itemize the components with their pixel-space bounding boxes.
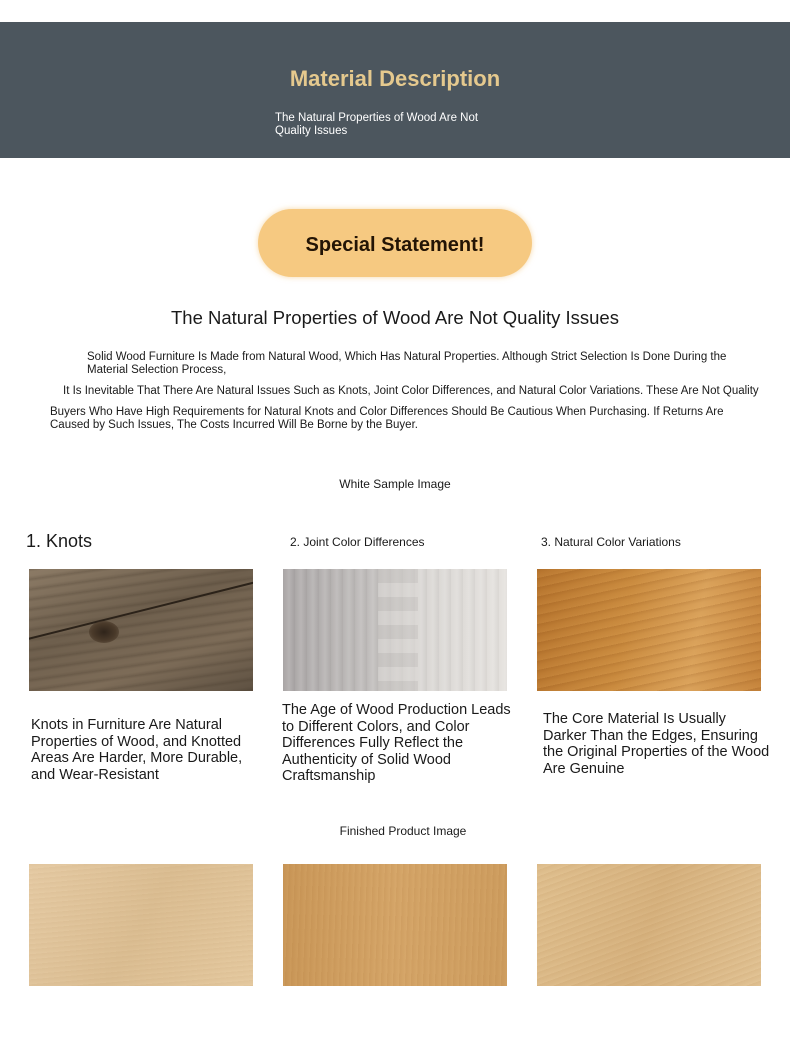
- section-headline: The Natural Properties of Wood Are Not Quality Issues: [171, 307, 619, 328]
- color-variation-caption: The Core Material Is Usually Darker Than the Edges, Ensuring the Original Properties of the Wood Are Genuine: [543, 711, 770, 777]
- finished-product-image-2: [283, 864, 507, 986]
- paragraph-3: Buyers Who Have High Requirements for Natural Knots and Color Differences Should Be Cautious When Purchasing. If Returns Are Caused by Such Issues, The Costs Incurred Will Be Borne by the Buyer.: [50, 406, 724, 431]
- paragraph-1: Solid Wood Furniture Is Made from Natural Wood, Which Has Natural Properties. Although Strict Selection Is Done During the Material Selection Process,: [87, 351, 727, 376]
- finished-product-image-3: [537, 864, 761, 986]
- wood-knot: [89, 621, 119, 643]
- white-sample-label: White Sample Image: [339, 477, 451, 491]
- paragraph-2: It Is Inevitable That There Are Natural Issues Such as Knots, Joint Color Differences, and Natural Color Variations. These Are Not Quality: [63, 385, 759, 397]
- banner-title: Material Description: [289, 66, 501, 91]
- special-statement-badge: [258, 209, 532, 277]
- category-title-joint-color: 2. Joint Color Differences: [290, 535, 425, 549]
- category-title-knots: 1. Knots: [26, 531, 93, 551]
- joint-color-caption: The Age of Wood Production Leads to Different Colors, and Color Differences Fully Reflect the Authenticity of Solid Wood Craftsmanship: [282, 702, 511, 784]
- knots-sample-image: [29, 569, 253, 691]
- special-statement-label: Special Statement!: [305, 234, 485, 256]
- wood-crack: [29, 579, 253, 641]
- finger-joint: [378, 569, 418, 691]
- header-banner: [0, 22, 790, 158]
- banner-subtitle: The Natural Properties of Wood Are Not Quality Issues: [275, 112, 479, 137]
- knots-caption: Knots in Furniture Are Natural Properties of Wood, and Knotted Areas Are Harder, More Durable, and Wear-Resistant: [31, 717, 243, 783]
- joint-color-sample-image: [283, 569, 507, 691]
- finished-product-label: Finished Product Image: [339, 824, 467, 838]
- color-variation-sample-image: [537, 569, 761, 691]
- finished-product-image-1: [29, 864, 253, 986]
- category-title-color-variation: 3. Natural Color Variations: [541, 535, 681, 549]
